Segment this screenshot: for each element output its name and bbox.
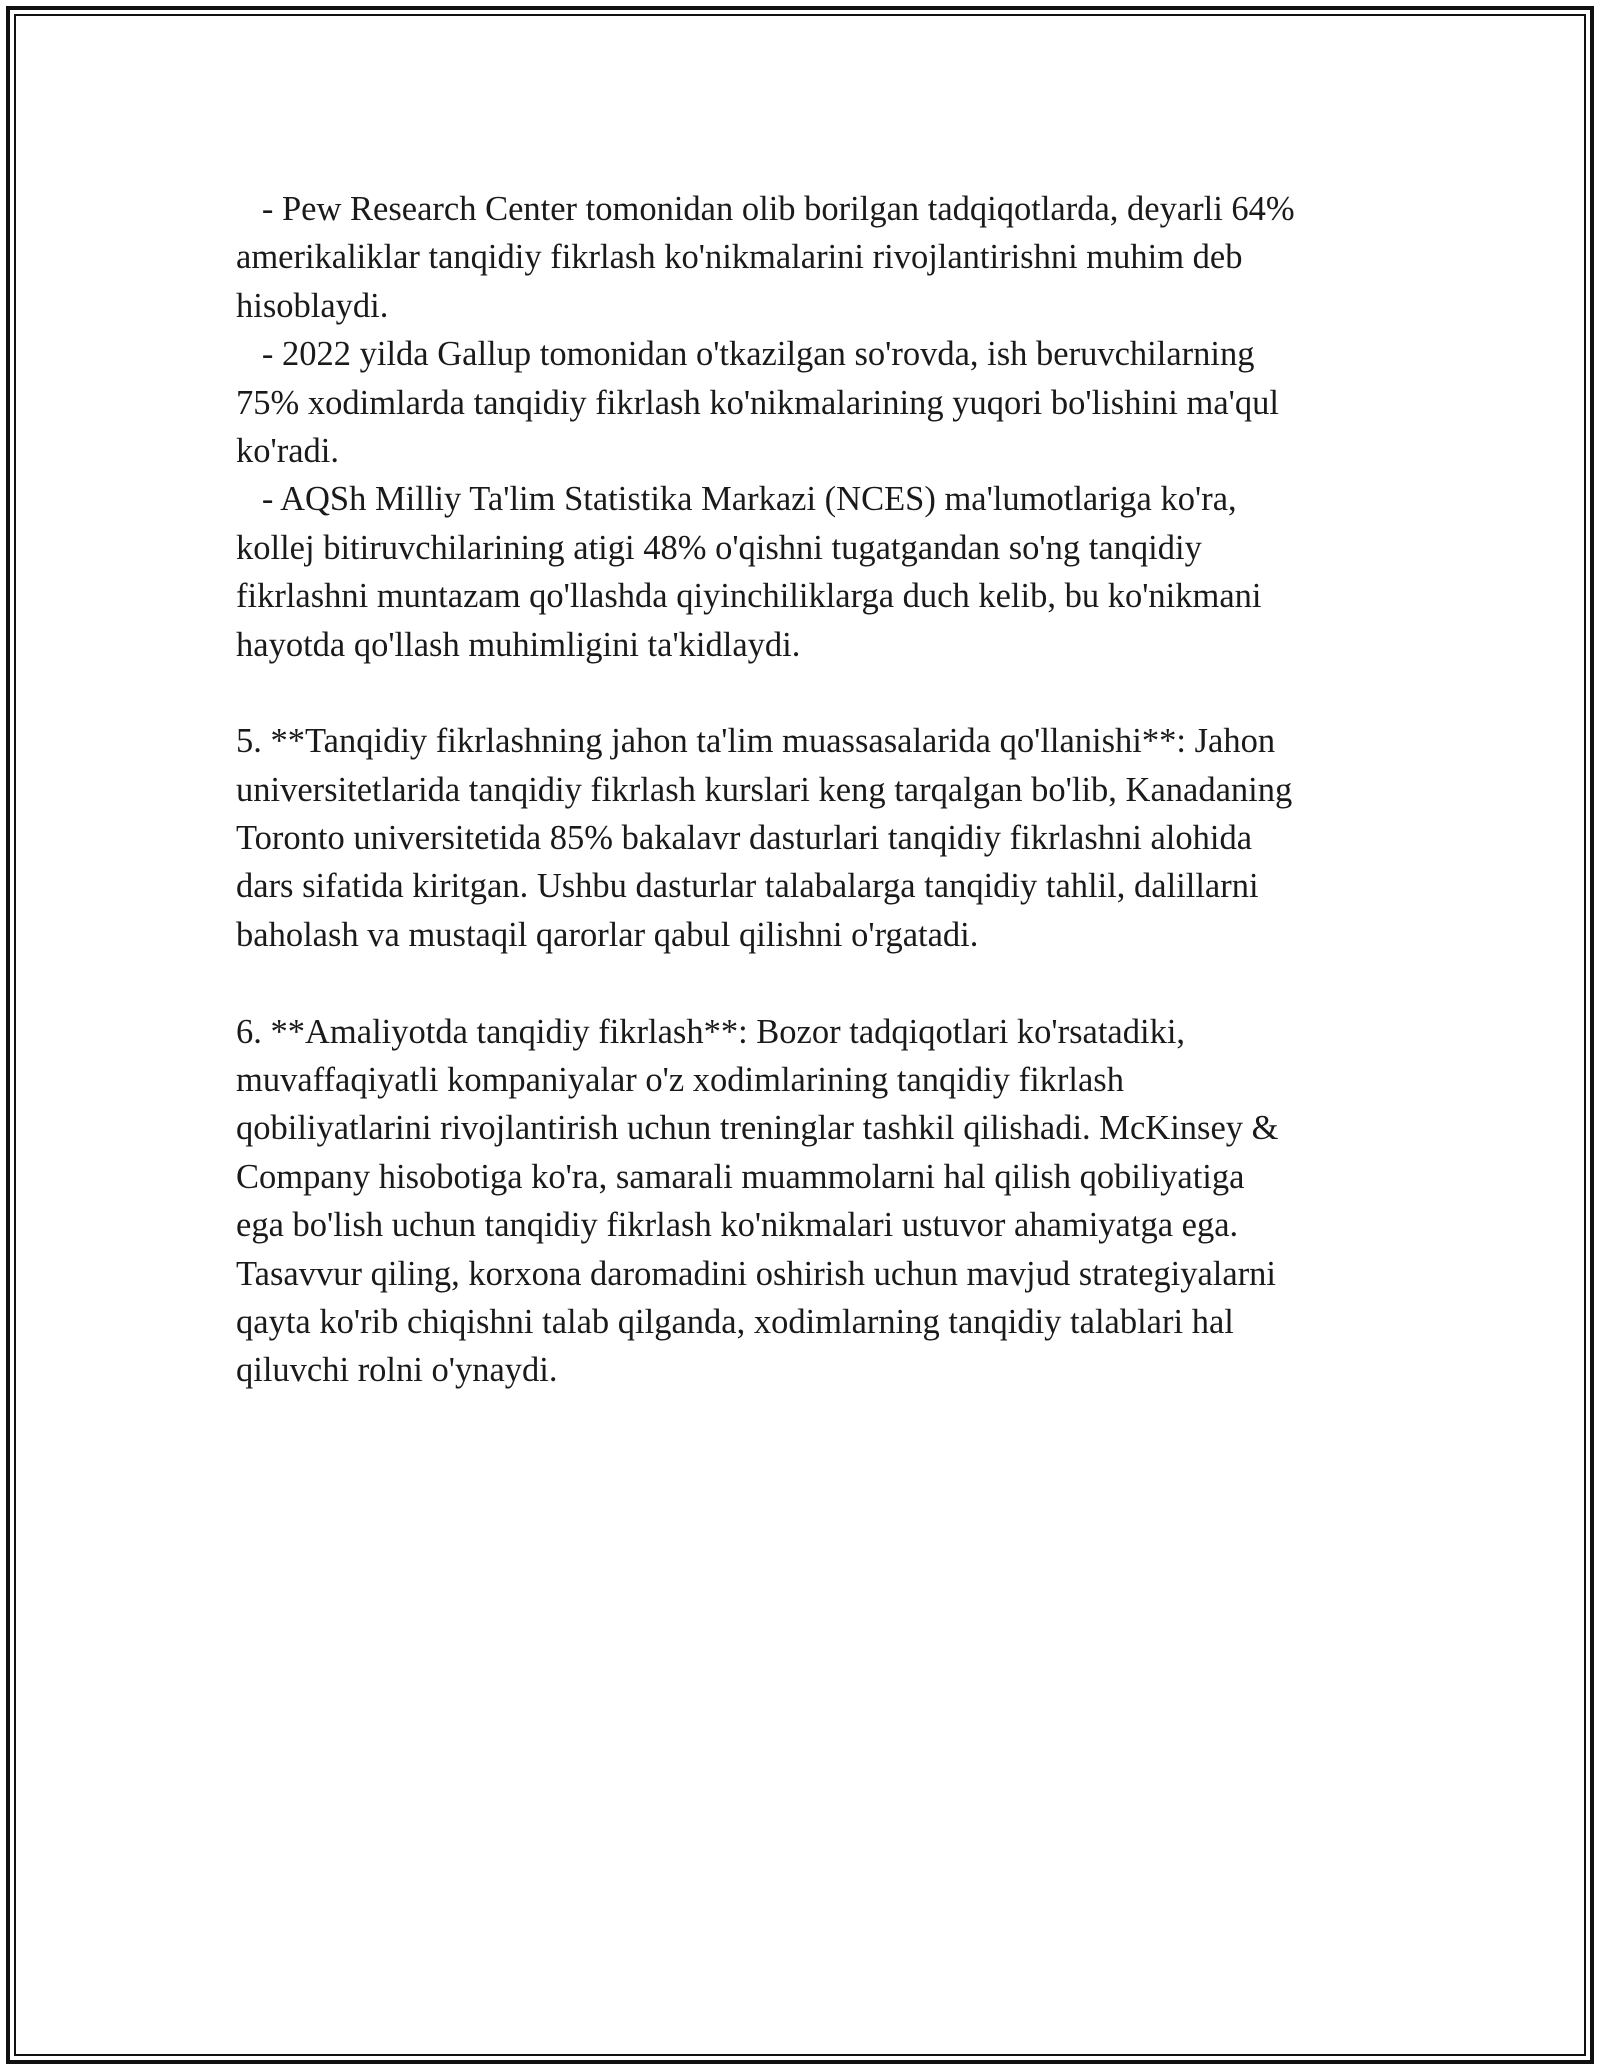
text-line: ko'radi. bbox=[236, 431, 339, 470]
text-line: Tasavvur qiling, korxona daromadini oshirish uchun mavjud strategiyalarni bbox=[236, 1254, 1277, 1293]
text-line: baholash va mustaqil qarorlar qabul qilishni o'rgatadi. bbox=[236, 915, 979, 954]
text-line: - Pew Research Center tomonidan olib borilgan tadqiqotlarda, deyarli 64% bbox=[236, 190, 1295, 228]
text-line: hisoblaydi. bbox=[236, 286, 389, 325]
text-line: - AQSh Milliy Ta'lim Statistika Markazi (NCES) ma'lumotlariga ko'ra, bbox=[236, 480, 1237, 519]
text-line: kollej bitiruvchilarining atigi 48% o'qishni tugatgandan so'ng tanqidiy bbox=[236, 528, 1202, 567]
text-line: Toronto universitetida 85% bakalavr dasturlari tanqidiy fikrlashni alohida bbox=[236, 819, 1253, 858]
text-line: qiluvchi rolni o'ynaydi. bbox=[236, 1351, 558, 1390]
text-line: hayotda qo'llash muhimligini ta'kidlaydi. bbox=[236, 625, 801, 664]
text-line: universitetlarida tanqidiy fikrlash kurslari keng tarqalgan bo'lib, Kanadaning bbox=[236, 770, 1293, 809]
text-line: - 2022 yilda Gallup tomonidan o'tkazilgan so'rovda, ish beruvchilarning bbox=[236, 335, 1255, 374]
text-line: 6. **Amaliyotda tanqidiy fikrlash**: Bozor tadqiqotlari ko'rsatadiki, bbox=[236, 1012, 1186, 1051]
text-line: dars sifatida kiritgan. Ushbu dasturlar talabalarga tanqidiy tahlil, dalillarni bbox=[236, 867, 1259, 906]
text-line: muvaffaqiyatli kompaniyalar o'z xodimlarining tanqidiy fikrlash bbox=[236, 1061, 1124, 1100]
paragraph-gap bbox=[236, 959, 1376, 1007]
text-line: 5. **Tanqidiy fikrlashning jahon ta'lim muassasalarida qo'llanishi**: Jahon bbox=[236, 722, 1276, 761]
paragraph-gap bbox=[236, 669, 1376, 717]
text-line: Company hisobotiga ko'ra, samarali muammolarni hal qilish qobiliyatiga bbox=[236, 1157, 1245, 1196]
text-line: qayta ko'rib chiqishni talab qilganda, xodimlarning tanqidiy talablari hal bbox=[236, 1302, 1234, 1341]
text-line: ega bo'lish uchun tanqidiy fikrlash ko'nikmalari ustuvor ahamiyatga ega. bbox=[236, 1206, 1239, 1245]
text-line: qobiliyatlarini rivojlantirish uchun treninglar tashkil qilishadi. McKinsey & bbox=[236, 1109, 1279, 1148]
document-body bbox=[236, 185, 1376, 1395]
text-line: amerikaliklar tanqidiy fikrlash ko'nikmalarini rivojlantirishni muhim deb bbox=[236, 238, 1243, 277]
text-line: 75% xodimlarda tanqidiy fikrlash ko'nikmalarining yuqori bo'lishini ma'qul bbox=[236, 383, 1279, 422]
text-line: fikrlashni muntazam qo'llashda qiyinchiliklarga duch kelib, bu ko'nikmani bbox=[236, 577, 1262, 616]
